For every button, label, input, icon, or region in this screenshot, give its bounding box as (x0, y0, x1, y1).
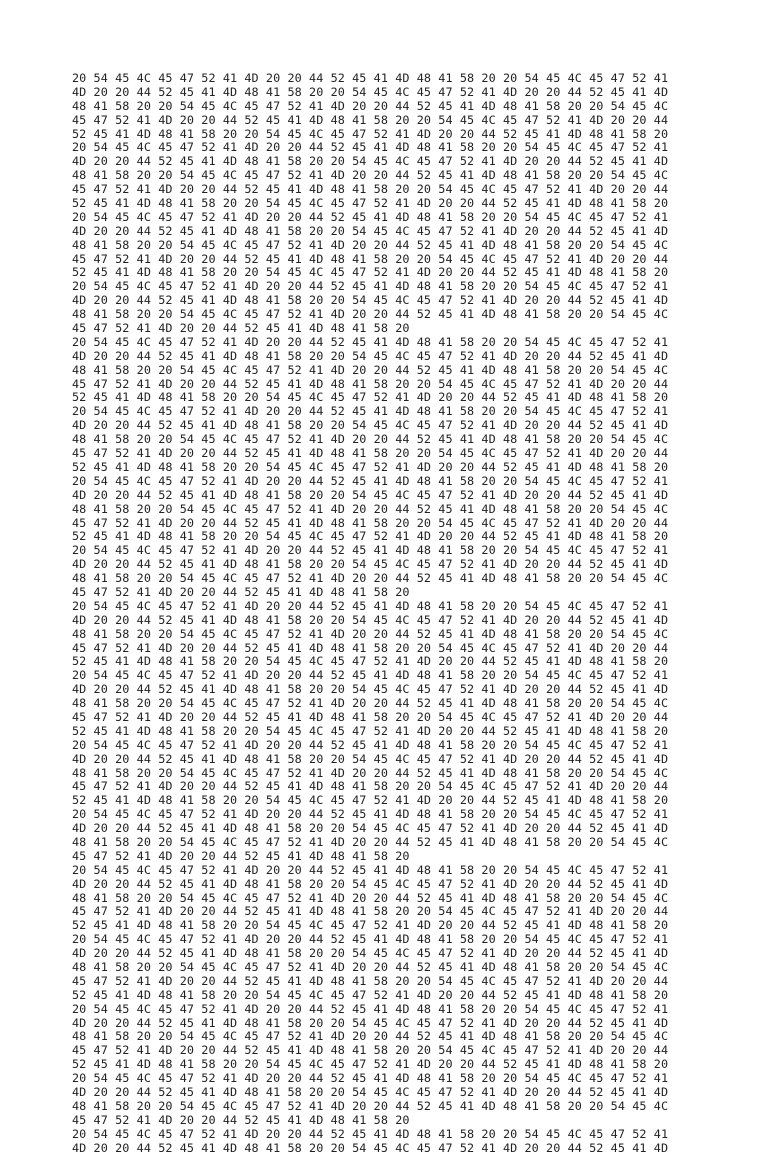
hex-line: 48 41 58 20 20 54 45 4C 45 47 52 41 4D 20 20 44 52 45 41 4D 48 41 58 20 20 54 45 4C (72, 1098, 669, 1113)
hex-line: 4D 20 20 44 52 45 41 4D 48 41 58 20 20 54 45 4C 45 47 52 41 4D 20 20 44 52 45 41 4D (72, 557, 669, 572)
hex-line: 45 47 52 41 4D 20 20 44 52 45 41 4D 48 41 58 20 20 54 45 4C 45 47 52 41 4D 20 20 44 (72, 640, 669, 655)
hex-line: 20 54 45 4C 45 47 52 41 4D 20 20 44 52 45 41 4D 48 41 58 20 20 54 45 4C 45 47 52 41 (72, 404, 669, 419)
hex-line: 48 41 58 20 20 54 45 4C 45 47 52 41 4D 20 20 44 52 45 41 4D 48 41 58 20 20 54 45 4C (72, 98, 669, 113)
hex-line: 45 47 52 41 4D 20 20 44 52 45 41 4D 48 41 58 20 (72, 584, 410, 599)
hex-line: 48 41 58 20 20 54 45 4C 45 47 52 41 4D 20 20 44 52 45 41 4D 48 41 58 20 20 54 45 4C (72, 696, 669, 711)
hex-line: 4D 20 20 44 52 45 41 4D 48 41 58 20 20 54 45 4C 45 47 52 41 4D 20 20 44 52 45 41 4D (72, 84, 669, 99)
hex-line: 4D 20 20 44 52 45 41 4D 48 41 58 20 20 54 45 4C 45 47 52 41 4D 20 20 44 52 45 41 4D (72, 876, 669, 891)
hex-line: 4D 20 20 44 52 45 41 4D 48 41 58 20 20 54 45 4C 45 47 52 41 4D 20 20 44 52 45 41 4D (72, 946, 669, 961)
hex-line: 20 54 45 4C 45 47 52 41 4D 20 20 44 52 45 41 4D 48 41 58 20 20 54 45 4C 45 47 52 41 (72, 1126, 669, 1141)
hex-line: 48 41 58 20 20 54 45 4C 45 47 52 41 4D 20 20 44 52 45 41 4D 48 41 58 20 20 54 45 4C (72, 890, 669, 905)
hex-line: 45 47 52 41 4D 20 20 44 52 45 41 4D 48 41 58 20 (72, 1112, 410, 1127)
hex-line: 45 47 52 41 4D 20 20 44 52 45 41 4D 48 41 58 20 20 54 45 4C 45 47 52 41 4D 20 20 44 (72, 709, 669, 724)
hex-line: 45 47 52 41 4D 20 20 44 52 45 41 4D 48 41 58 20 20 54 45 4C 45 47 52 41 4D 20 20 44 (72, 904, 669, 919)
hex-line: 45 47 52 41 4D 20 20 44 52 45 41 4D 48 41 58 20 20 54 45 4C 45 47 52 41 4D 20 20 44 (72, 779, 669, 794)
hex-line: 20 54 45 4C 45 47 52 41 4D 20 20 44 52 45 41 4D 48 41 58 20 20 54 45 4C 45 47 52 41 (72, 543, 669, 558)
hex-line: 20 54 45 4C 45 47 52 41 4D 20 20 44 52 45 41 4D 48 41 58 20 20 54 45 4C 45 47 52 41 (72, 1071, 669, 1086)
hex-line: 48 41 58 20 20 54 45 4C 45 47 52 41 4D 20 20 44 52 45 41 4D 48 41 58 20 20 54 45 4C (72, 432, 669, 447)
hex-line: 45 47 52 41 4D 20 20 44 52 45 41 4D 48 41 58 20 20 54 45 4C 45 47 52 41 4D 20 20 44 (72, 515, 669, 530)
hex-line: 48 41 58 20 20 54 45 4C 45 47 52 41 4D 20 20 44 52 45 41 4D 48 41 58 20 20 54 45 4C (72, 765, 669, 780)
hex-line: 48 41 58 20 20 54 45 4C 45 47 52 41 4D 20 20 44 52 45 41 4D 48 41 58 20 20 54 45 4C (72, 626, 669, 641)
hex-line: 45 47 52 41 4D 20 20 44 52 45 41 4D 48 41 58 20 20 54 45 4C 45 47 52 41 4D 20 20 44 (72, 376, 669, 391)
hex-line: 45 47 52 41 4D 20 20 44 52 45 41 4D 48 41 58 20 20 54 45 4C 45 47 52 41 4D 20 20 44 (72, 446, 669, 461)
hex-line: 4D 20 20 44 52 45 41 4D 48 41 58 20 20 54 45 4C 45 47 52 41 4D 20 20 44 52 45 41 4D (72, 154, 669, 169)
hex-line: 45 47 52 41 4D 20 20 44 52 45 41 4D 48 41 58 20 20 54 45 4C 45 47 52 41 4D 20 20 44 (72, 251, 669, 266)
hex-line: 4D 20 20 44 52 45 41 4D 48 41 58 20 20 54 45 4C 45 47 52 41 4D 20 20 44 52 45 41 4D (72, 348, 669, 363)
hex-line: 52 45 41 4D 48 41 58 20 20 54 45 4C 45 47 52 41 4D 20 20 44 52 45 41 4D 48 41 58 20 (72, 196, 669, 211)
hex-line: 48 41 58 20 20 54 45 4C 45 47 52 41 4D 20 20 44 52 45 41 4D 48 41 58 20 20 54 45 4C (72, 571, 669, 586)
hex-line: 20 54 45 4C 45 47 52 41 4D 20 20 44 52 45 41 4D 48 41 58 20 20 54 45 4C 45 47 52 41 (72, 932, 669, 947)
hex-line: 20 54 45 4C 45 47 52 41 4D 20 20 44 52 45 41 4D 48 41 58 20 20 54 45 4C 45 47 52 41 (72, 209, 669, 224)
hex-line: 52 45 41 4D 48 41 58 20 20 54 45 4C 45 47 52 41 4D 20 20 44 52 45 41 4D 48 41 58 20 (72, 390, 669, 405)
hex-line: 45 47 52 41 4D 20 20 44 52 45 41 4D 48 41 58 20 (72, 321, 410, 336)
hex-dump-page (72, 72, 700, 1155)
hex-line: 52 45 41 4D 48 41 58 20 20 54 45 4C 45 47 52 41 4D 20 20 44 52 45 41 4D 48 41 58 20 (72, 126, 669, 141)
hex-line: 4D 20 20 44 52 45 41 4D 48 41 58 20 20 54 45 4C 45 47 52 41 4D 20 20 44 52 45 41 4D (72, 682, 669, 697)
hex-line: 52 45 41 4D 48 41 58 20 20 54 45 4C 45 47 52 41 4D 20 20 44 52 45 41 4D 48 41 58 20 (72, 723, 669, 738)
hex-line: 20 54 45 4C 45 47 52 41 4D 20 20 44 52 45 41 4D 48 41 58 20 20 54 45 4C 45 47 52 41 (72, 598, 669, 613)
hex-line: 48 41 58 20 20 54 45 4C 45 47 52 41 4D 20 20 44 52 45 41 4D 48 41 58 20 20 54 45 4C (72, 168, 669, 183)
hex-line: 52 45 41 4D 48 41 58 20 20 54 45 4C 45 47 52 41 4D 20 20 44 52 45 41 4D 48 41 58 20 (72, 654, 669, 669)
hex-line: 48 41 58 20 20 54 45 4C 45 47 52 41 4D 20 20 44 52 45 41 4D 48 41 58 20 20 54 45 4C (72, 501, 669, 516)
hex-line: 4D 20 20 44 52 45 41 4D 48 41 58 20 20 54 45 4C 45 47 52 41 4D 20 20 44 52 45 41 4D (72, 223, 669, 238)
hex-line: 4D 20 20 44 52 45 41 4D 48 41 58 20 20 54 45 4C 45 47 52 41 4D 20 20 44 52 45 41 4D (72, 751, 669, 766)
hex-dump-body (72, 72, 700, 1155)
hex-line: 20 54 45 4C 45 47 52 41 4D 20 20 44 52 45 41 4D 48 41 58 20 20 54 45 4C 45 47 52 41 (72, 737, 669, 752)
hex-line: 52 45 41 4D 48 41 58 20 20 54 45 4C 45 47 52 41 4D 20 20 44 52 45 41 4D 48 41 58 20 (72, 459, 669, 474)
hex-line: 45 47 52 41 4D 20 20 44 52 45 41 4D 48 41 58 20 20 54 45 4C 45 47 52 41 4D 20 20 44 (72, 1043, 669, 1058)
hex-line: 4D 20 20 44 52 45 41 4D 48 41 58 20 20 54 45 4C 45 47 52 41 4D 20 20 44 52 45 41 4D (72, 293, 669, 308)
hex-line: 20 54 45 4C 45 47 52 41 4D 20 20 44 52 45 41 4D 48 41 58 20 20 54 45 4C 45 47 52 41 (72, 279, 669, 294)
hex-line: 52 45 41 4D 48 41 58 20 20 54 45 4C 45 47 52 41 4D 20 20 44 52 45 41 4D 48 41 58 20 (72, 918, 669, 933)
hex-line: 48 41 58 20 20 54 45 4C 45 47 52 41 4D 20 20 44 52 45 41 4D 48 41 58 20 20 54 45 4C (72, 307, 669, 322)
hex-line: 48 41 58 20 20 54 45 4C 45 47 52 41 4D 20 20 44 52 45 41 4D 48 41 58 20 20 54 45 4C (72, 362, 669, 377)
hex-line: 48 41 58 20 20 54 45 4C 45 47 52 41 4D 20 20 44 52 45 41 4D 48 41 58 20 20 54 45 4C (72, 834, 669, 849)
hex-line: 20 54 45 4C 45 47 52 41 4D 20 20 44 52 45 41 4D 48 41 58 20 20 54 45 4C 45 47 52 41 (72, 668, 669, 683)
hex-line: 20 54 45 4C 45 47 52 41 4D 20 20 44 52 45 41 4D 48 41 58 20 20 54 45 4C 45 47 52 41 (72, 1001, 669, 1016)
hex-line: 4D 20 20 44 52 45 41 4D 48 41 58 20 20 54 45 4C 45 47 52 41 4D 20 20 44 52 45 41 4D (72, 821, 669, 836)
hex-line: 48 41 58 20 20 54 45 4C 45 47 52 41 4D 20 20 44 52 45 41 4D 48 41 58 20 20 54 45 4C (72, 960, 669, 974)
hex-line: 45 47 52 41 4D 20 20 44 52 45 41 4D 48 41 58 20 (72, 848, 410, 863)
hex-line: 45 47 52 41 4D 20 20 44 52 45 41 4D 48 41 58 20 20 54 45 4C 45 47 52 41 4D 20 20 44 (72, 182, 669, 197)
hex-line: 4D 20 20 44 52 45 41 4D 48 41 58 20 20 54 45 4C 45 47 52 41 4D 20 20 44 52 45 41 4D (72, 1140, 669, 1155)
hex-line: 48 41 58 20 20 54 45 4C 45 47 52 41 4D 20 20 44 52 45 41 4D 48 41 58 20 20 54 45 4C (72, 237, 669, 252)
hex-line: 4D 20 20 44 52 45 41 4D 48 41 58 20 20 54 45 4C 45 47 52 41 4D 20 20 44 52 45 41 4D (72, 1015, 669, 1030)
hex-line: 4D 20 20 44 52 45 41 4D 48 41 58 20 20 54 45 4C 45 47 52 41 4D 20 20 44 52 45 41 4D (72, 612, 669, 627)
hex-line: 45 47 52 41 4D 20 20 44 52 45 41 4D 48 41 58 20 20 54 45 4C 45 47 52 41 4D 20 20 44 (72, 112, 669, 127)
hex-line: 48 41 58 20 20 54 45 4C 45 47 52 41 4D 20 20 44 52 45 41 4D 48 41 58 20 20 54 45 4C (72, 1029, 669, 1044)
hex-line: 4D 20 20 44 52 45 41 4D 48 41 58 20 20 54 45 4C 45 47 52 41 4D 20 20 44 52 45 41 4D (72, 1085, 669, 1100)
hex-line: 20 54 45 4C 45 47 52 41 4D 20 20 44 52 45 41 4D 48 41 58 20 20 54 45 4C 45 47 52 41 (72, 862, 669, 877)
hex-line: 20 54 45 4C 45 47 52 41 4D 20 20 44 52 45 41 4D 48 41 58 20 20 54 45 4C 45 47 52 41 (72, 807, 669, 822)
hex-line: 52 45 41 4D 48 41 58 20 20 54 45 4C 45 47 52 41 4D 20 20 44 52 45 41 4D 48 41 58 20 (72, 529, 669, 544)
hex-line: 20 54 45 4C 45 47 52 41 4D 20 20 44 52 45 41 4D 48 41 58 20 20 54 45 4C 45 47 52 41 (72, 140, 669, 155)
hex-line: 4D 20 20 44 52 45 41 4D 48 41 58 20 20 54 45 4C 45 47 52 41 4D 20 20 44 52 45 41 4D (72, 418, 669, 433)
hex-line: 4D 20 20 44 52 45 41 4D 48 41 58 20 20 54 45 4C 45 47 52 41 4D 20 20 44 52 45 41 4D (72, 487, 669, 502)
hex-line: 52 45 41 4D 48 41 58 20 20 54 45 4C 45 47 52 41 4D 20 20 44 52 45 41 4D 48 41 58 20 (72, 1057, 669, 1072)
hex-line: 52 45 41 4D 48 41 58 20 20 54 45 4C 45 47 52 41 4D 20 20 44 52 45 41 4D 48 41 58 20 (72, 265, 669, 280)
hex-line: 52 45 41 4D 48 41 58 20 20 54 45 4C 45 47 52 41 4D 20 20 44 52 45 41 4D 48 41 58 20 (72, 793, 669, 808)
hex-line: 52 45 41 4D 48 41 58 20 20 54 45 4C 45 47 52 41 4D 20 20 44 52 45 41 4D 48 41 58 20 (72, 987, 669, 1002)
hex-line: 45 47 52 41 4D 20 20 44 52 45 41 4D 48 41 58 20 20 54 45 4C 45 47 52 41 4D 20 20 44 (72, 973, 669, 988)
hex-line: 20 54 45 4C 45 47 52 41 4D 20 20 44 52 45 41 4D 48 41 58 20 20 54 45 4C 45 47 52 41 (72, 71, 669, 85)
hex-line: 20 54 45 4C 45 47 52 41 4D 20 20 44 52 45 41 4D 48 41 58 20 20 54 45 4C 45 47 52 41 (72, 473, 669, 488)
hex-line: 20 54 45 4C 45 47 52 41 4D 20 20 44 52 45 41 4D 48 41 58 20 20 54 45 4C 45 47 52 41 (72, 334, 669, 349)
